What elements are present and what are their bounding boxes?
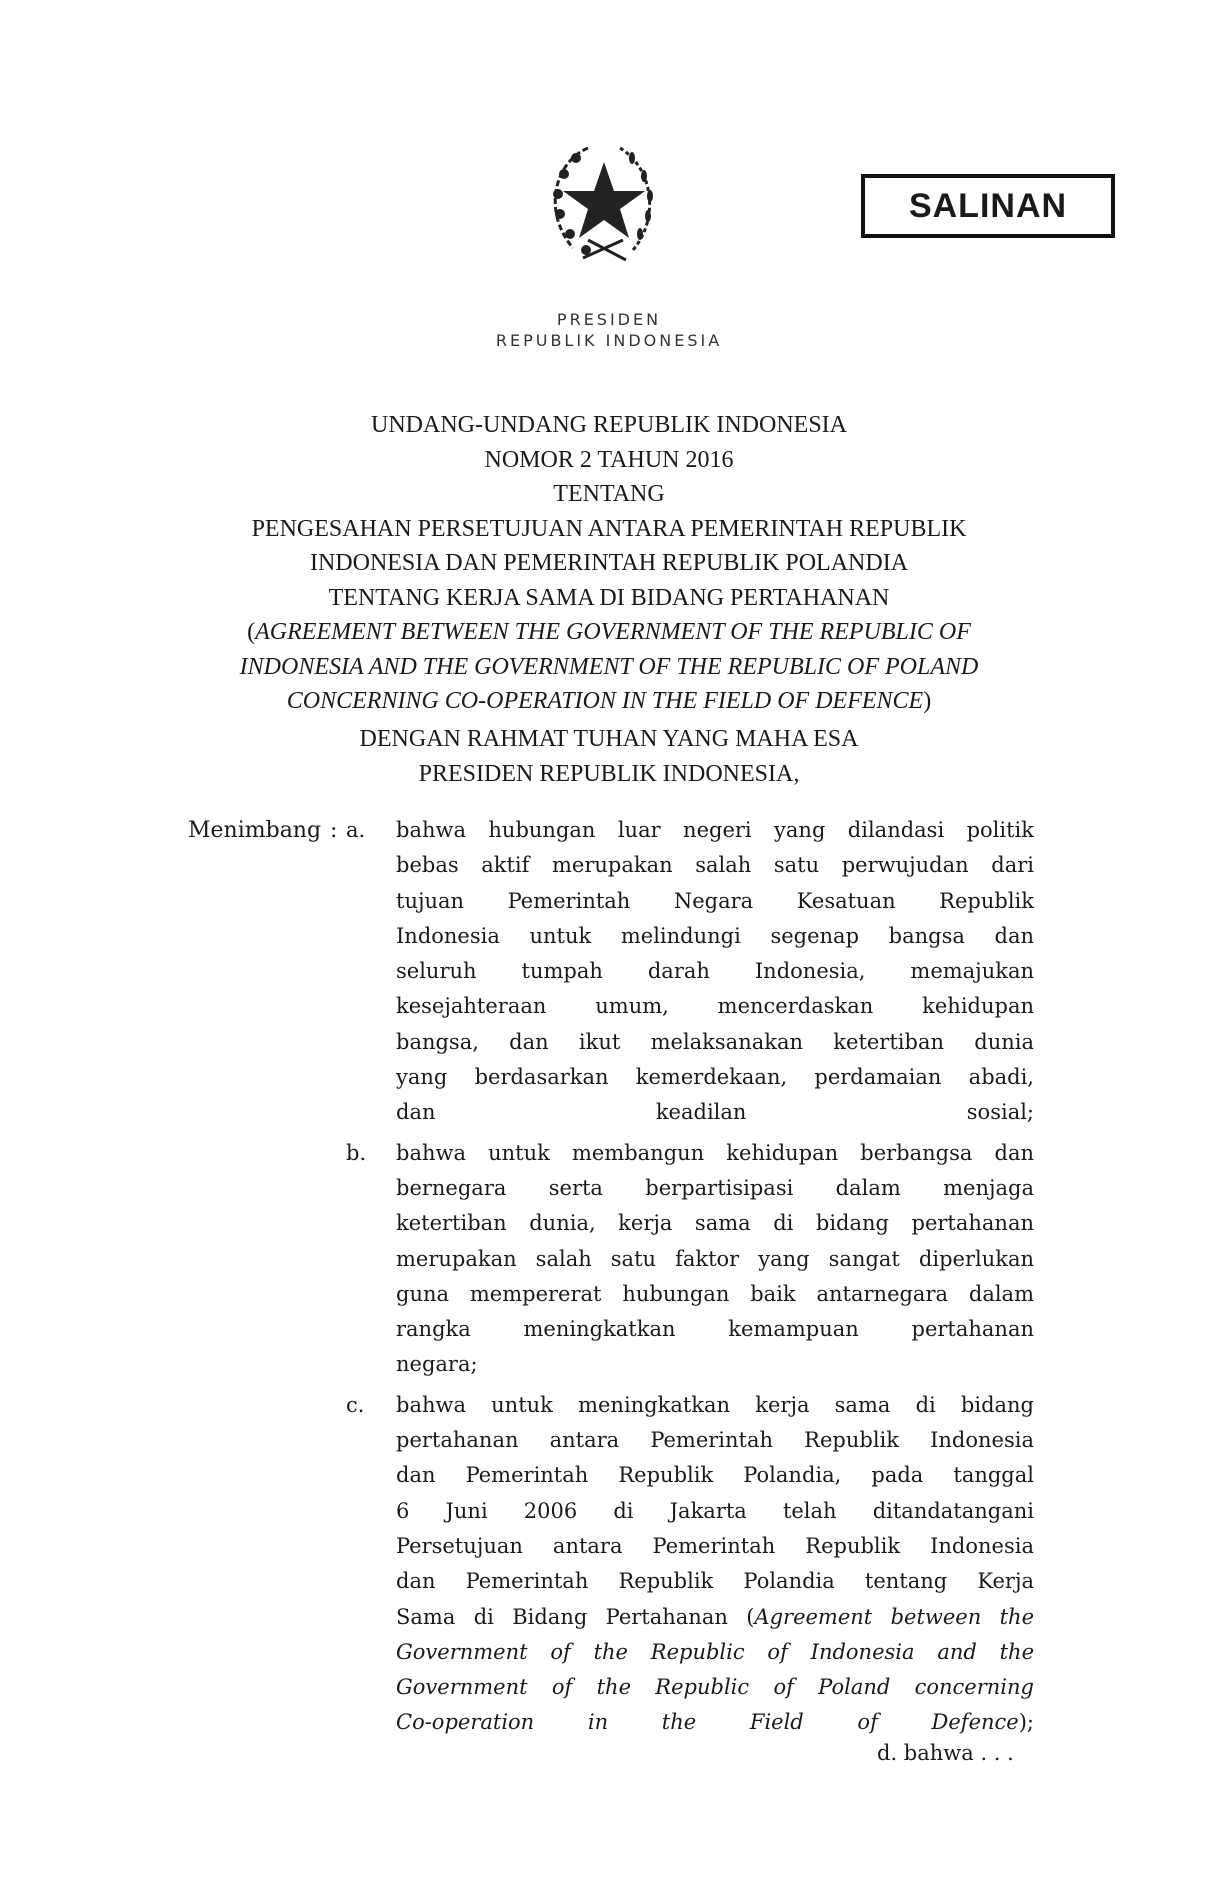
text-segment: pertahanan antara Pemerintah Republik Indonesia (396, 1428, 1034, 1453)
title-line: NOMOR 2 TAHUN 2016 (484, 446, 734, 473)
text-line (396, 1705, 1034, 1740)
text-line (396, 1564, 1034, 1599)
title-line: UNDANG-UNDANG REPUBLIK INDONESIA (371, 412, 847, 438)
office-line-republic: REPUBLIK INDONESIA (495, 331, 723, 350)
text-segment: seluruh tumpah darah Indonesia, memajukan (396, 959, 1034, 984)
text-line (396, 954, 1034, 989)
title-line: TENTANG (553, 481, 665, 507)
text-segment: bahwa untuk meningkatkan kerja sama di bidang (396, 1392, 1034, 1417)
greeting-line: DENGAN RAHMAT TUHAN YANG MAHA ESA (359, 726, 859, 752)
considering-item (340, 1136, 1034, 1383)
title-line: INDONESIA DAN PEMERINTAH REPUBLIK POLANDIA (309, 550, 909, 576)
italic-text: Agreement between the (754, 1604, 1034, 1629)
text-line (396, 1277, 1034, 1312)
greeting-line: PRESIDEN REPUBLIK INDONESIA, (418, 761, 800, 787)
english-title-line: INDONESIA AND THE GOVERNMENT OF THE REPUBLIC OF POLAND (239, 653, 979, 680)
text-segment: bangsa, dan ikut melaksanakan ketertiban dunia (396, 1029, 1034, 1054)
english-title-line (0, 684, 1218, 719)
text-segment: tujuan Pemerintah Negara Kesatuan Republik (396, 888, 1034, 913)
text-segment: Sama di Bidang Pertahanan ( (396, 1604, 755, 1629)
text-segment: kesejahteraan umum, mencerdaskan kehidupan (396, 994, 1034, 1019)
text-line (396, 1312, 1034, 1347)
text-segment: yang berdasarkan kemerdekaan, perdamaian abadi, (396, 1065, 1034, 1090)
text-line (396, 1600, 1034, 1635)
considering-label: Menimbang (188, 818, 322, 843)
text-segment: merupakan salah satu faktor yang sangat diperlukan (396, 1246, 1034, 1271)
text-segment: ); (1018, 1710, 1034, 1735)
text-line (396, 1060, 1034, 1095)
text-segment: dan keadilan sosial; (396, 1100, 1034, 1125)
text-line (396, 1206, 1034, 1241)
text-segment: Persetujuan antara Pemerintah Republik Indonesia (396, 1533, 1034, 1558)
text-line (396, 989, 1034, 1024)
text-line (396, 1136, 1034, 1171)
text-segment: bebas aktif merupakan salah satu perwujudan dari (396, 853, 1034, 878)
text-segment: dan Pemerintah Republik Polandia, pada tanggal (396, 1463, 1034, 1488)
item-letter: a. (346, 818, 366, 842)
english-title-text: AGREEMENT BETWEEN THE GOVERNMENT OF THE REPUBLIC OF (255, 619, 971, 645)
text-line (396, 1458, 1034, 1493)
text-line (396, 1670, 1034, 1705)
considering-item (340, 1388, 1034, 1741)
considering-items (340, 813, 1034, 1746)
copy-stamp: SALINAN (861, 174, 1115, 238)
presidential-emblem-icon (528, 128, 678, 278)
text-segment: negara; (396, 1352, 478, 1377)
text-line (396, 1347, 1034, 1382)
text-line (396, 848, 1034, 883)
text-line (396, 1095, 1034, 1130)
text-line (396, 1635, 1034, 1670)
text-segment: ketertiban dunia, kerja sama di bidang pertahanan (396, 1211, 1034, 1236)
title-line: PENGESAHAN PERSETUJUAN ANTARA PEMERINTAH REPUBLIK (251, 515, 967, 542)
considering-colon: : (330, 818, 338, 843)
text-line (396, 884, 1034, 919)
paren-open: ( (247, 619, 256, 645)
italic-text: Government of the Republic of Poland concerning (396, 1675, 1034, 1700)
italic-text: Co-operation in the Field of Defence (396, 1710, 1019, 1735)
title-line: TENTANG KERJA SAMA DI BIDANG PERTAHANAN (328, 584, 890, 611)
preamble-greeting (0, 722, 1218, 792)
page-continuation: d. bahwa . . . (877, 1741, 1014, 1765)
paren-close: ) (923, 688, 932, 714)
text-line (396, 1423, 1034, 1458)
text-segment: 6 Juni 2006 di Jakarta telah ditandatangani (396, 1498, 1034, 1523)
text-segment: bahwa untuk membangun kehidupan berbangsa dan (396, 1140, 1034, 1165)
text-line (396, 1242, 1034, 1277)
item-letter: b. (346, 1140, 367, 1165)
text-line (396, 1388, 1034, 1423)
considering-item (340, 813, 1034, 1131)
text-line (396, 1529, 1034, 1564)
text-segment: guna mempererat hubungan baik antarnegara dalam (396, 1281, 1034, 1306)
text-segment: bernegara serta berpartisipasi dalam menjaga (396, 1175, 1034, 1200)
text-line (396, 1171, 1034, 1206)
english-title-line (0, 615, 1218, 650)
text-line (396, 1025, 1034, 1060)
italic-text: Government of the Republic of Indonesia and the (396, 1639, 1034, 1664)
text-line (396, 1494, 1034, 1529)
text-line (396, 813, 1034, 848)
text-segment: rangka meningkatkan kemampuan pertahanan (396, 1317, 1034, 1342)
text-segment: Indonesia untuk melindungi segenap bangsa dan (396, 923, 1034, 948)
text-segment: dan Pemerintah Republik Polandia tentang Kerja (396, 1569, 1034, 1594)
text-line (396, 919, 1034, 954)
text-segment: bahwa hubungan luar negeri yang dilandasi politik (396, 818, 1034, 842)
law-title (0, 408, 1218, 719)
office-line-president: PRESIDEN (556, 310, 662, 329)
item-letter: c. (346, 1392, 365, 1417)
english-title-text: CONCERNING CO-OPERATION IN THE FIELD OF DEFENCE (286, 688, 924, 714)
